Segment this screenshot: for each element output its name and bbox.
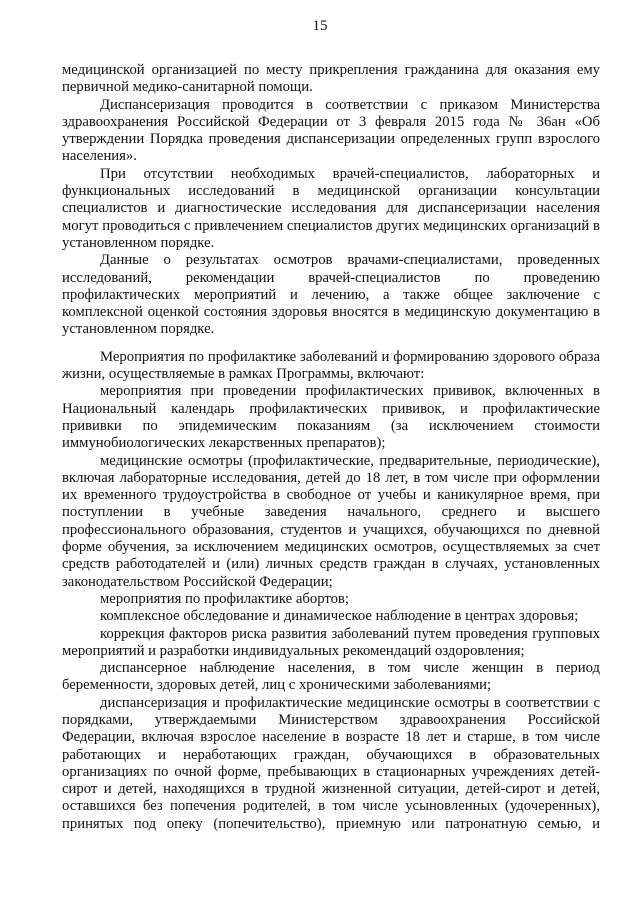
document-body [62,62,600,833]
paragraph: диспансерное наблюдение населения, в том числе женщин в период беременности, здоровых детей, лиц с хроническими заболеваниями; [62,660,600,694]
paragraph: медицинской организацией по месту прикрепления гражданина для оказания ему первичной медико-санитарной помощи. [62,62,600,96]
paragraph: мероприятия по профилактике абортов; [100,590,349,607]
paragraph: комплексное обследование и динамическое наблюдение в центрах здоровья; [100,608,579,625]
paragraph: мероприятия при проведении профилактических прививок, включенных в Национальный календарь профилактических прививок, и профилактические прививки по эпидемическим показаниям (за исключением стоимости иммунобиологических лекарственных препаратов); [62,383,600,452]
paragraph: коррекция факторов риска развития заболеваний путем проведения групповых мероприятий и разработки индивидуальных рекомендаций оздоровления; [62,625,600,659]
paragraph: Данные о результатах осмотров врачами-специалистами, проведенных исследований, рекомендации врачей-специалистов по проведению профилактических мероприятий и лечению, а также общее заключение с комплексной оценкой состояния здоровья вносятся в медицинскую документацию в установленном порядке. [62,252,600,338]
paragraph: Диспансеризация проводится в соответствии с приказом Министерства здравоохранения Российской Федерации от 3 февраля 2015 года № 36ан «Об утверждении Порядка проведения диспансеризации определенных групп взрослого населения». [62,96,600,165]
paragraph: диспансеризация и профилактические медицинские осмотры в соответствии с порядками, утверждаемыми Министерством здравоохранения Российской Федерации, включая взрослое население в возрасте 18 лет и старше, в том числе работающих и неработающих граждан, обучающихся в образовательных организациях по очной форме, пребывающих в стационарных учреждениях детей-сирот и детей, находящихся в трудной жизненной ситуации, детей-сирот и детей, оставшихся без попечения родителей, в том числе усыновленных (удочеренных), принятых под опеку (попечительство), приемную или патронатную семью, и [62,694,600,832]
page-number: 15 [312,18,328,34]
paragraph: При отсутствии необходимых врачей-специалистов, лабораторных и функциональных исследований в медицинской организации консультации специалистов и диагностические исследования для диспансеризации населения могут проводиться с привлечением специалистов других медицинских организаций в установленном порядке. [62,165,600,251]
paragraph: Мероприятия по профилактике заболеваний и формированию здорового образа жизни, осуществляемые в рамках Программы, включают: [62,348,600,383]
paragraph: медицинские осмотры (профилактические, предварительные, периодические), включая лабораторные исследования, детей до 18 лет, в том числе при оформлении их временного трудоустройства в свободное от учебы и каникулярное время, при поступлении в учебные заведения начального, среднего и высшего профессионального образования, студентов и учащихся, обучающихся по дневной форме обучения, за исключением медицинских осмотров, осуществляемых за счет средств работодателей и (или) личных средств граждан в случаях, установленных законодательством Российской Федерации; [62,452,600,590]
